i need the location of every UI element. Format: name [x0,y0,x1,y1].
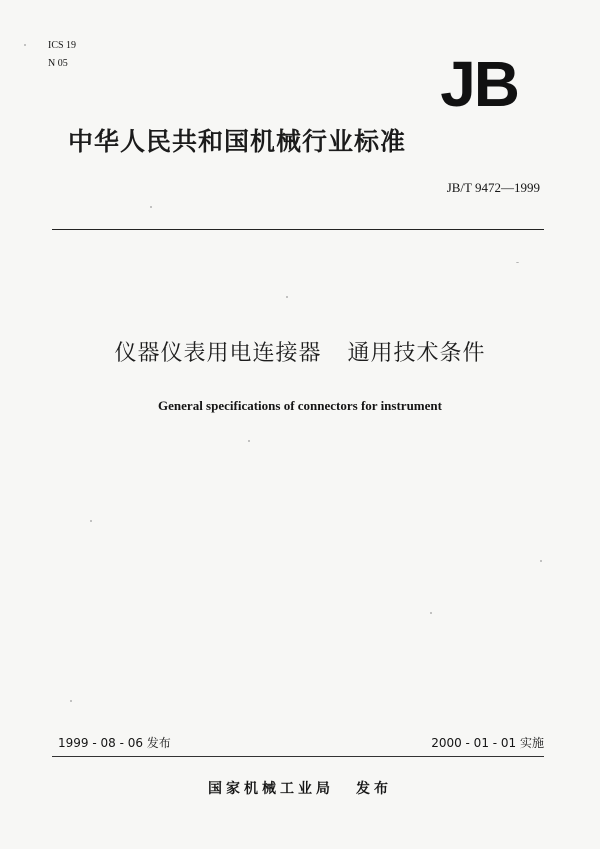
scan-speck [90,520,92,522]
chinese-title-part1: 仪器仪表用电连接器 [114,341,322,366]
scan-speck [516,262,519,263]
header-divider [52,229,544,230]
chinese-title-part2: 通用技术条件 [347,341,486,366]
issue-date: 1999 - 08 - 06 发布 [58,736,171,750]
standard-number: JB/T 9472—1999 [446,180,540,195]
scan-speck [150,206,152,208]
scan-speck [248,440,250,442]
ccs-code: N 05 [48,58,68,69]
scan-speck [286,296,288,298]
chinese-title [0,340,600,368]
english-title: General specifications of connectors for instrument [158,398,442,413]
scan-speck [430,612,432,614]
publisher [0,780,600,798]
publisher-action: 发布 [356,781,392,797]
implementation-date: 2000 - 01 - 01 实施 [431,736,544,750]
issuer-title: 中华人民共和国机械行业标准 [68,127,407,156]
footer-divider [52,756,544,757]
scan-speck [24,44,26,46]
ics-code: ICS 19 [48,40,77,51]
publisher-name: 国家机械工业局 [208,781,334,797]
scan-speck [540,560,542,562]
scan-speck [70,700,72,702]
jb-logo: JB [440,48,518,120]
